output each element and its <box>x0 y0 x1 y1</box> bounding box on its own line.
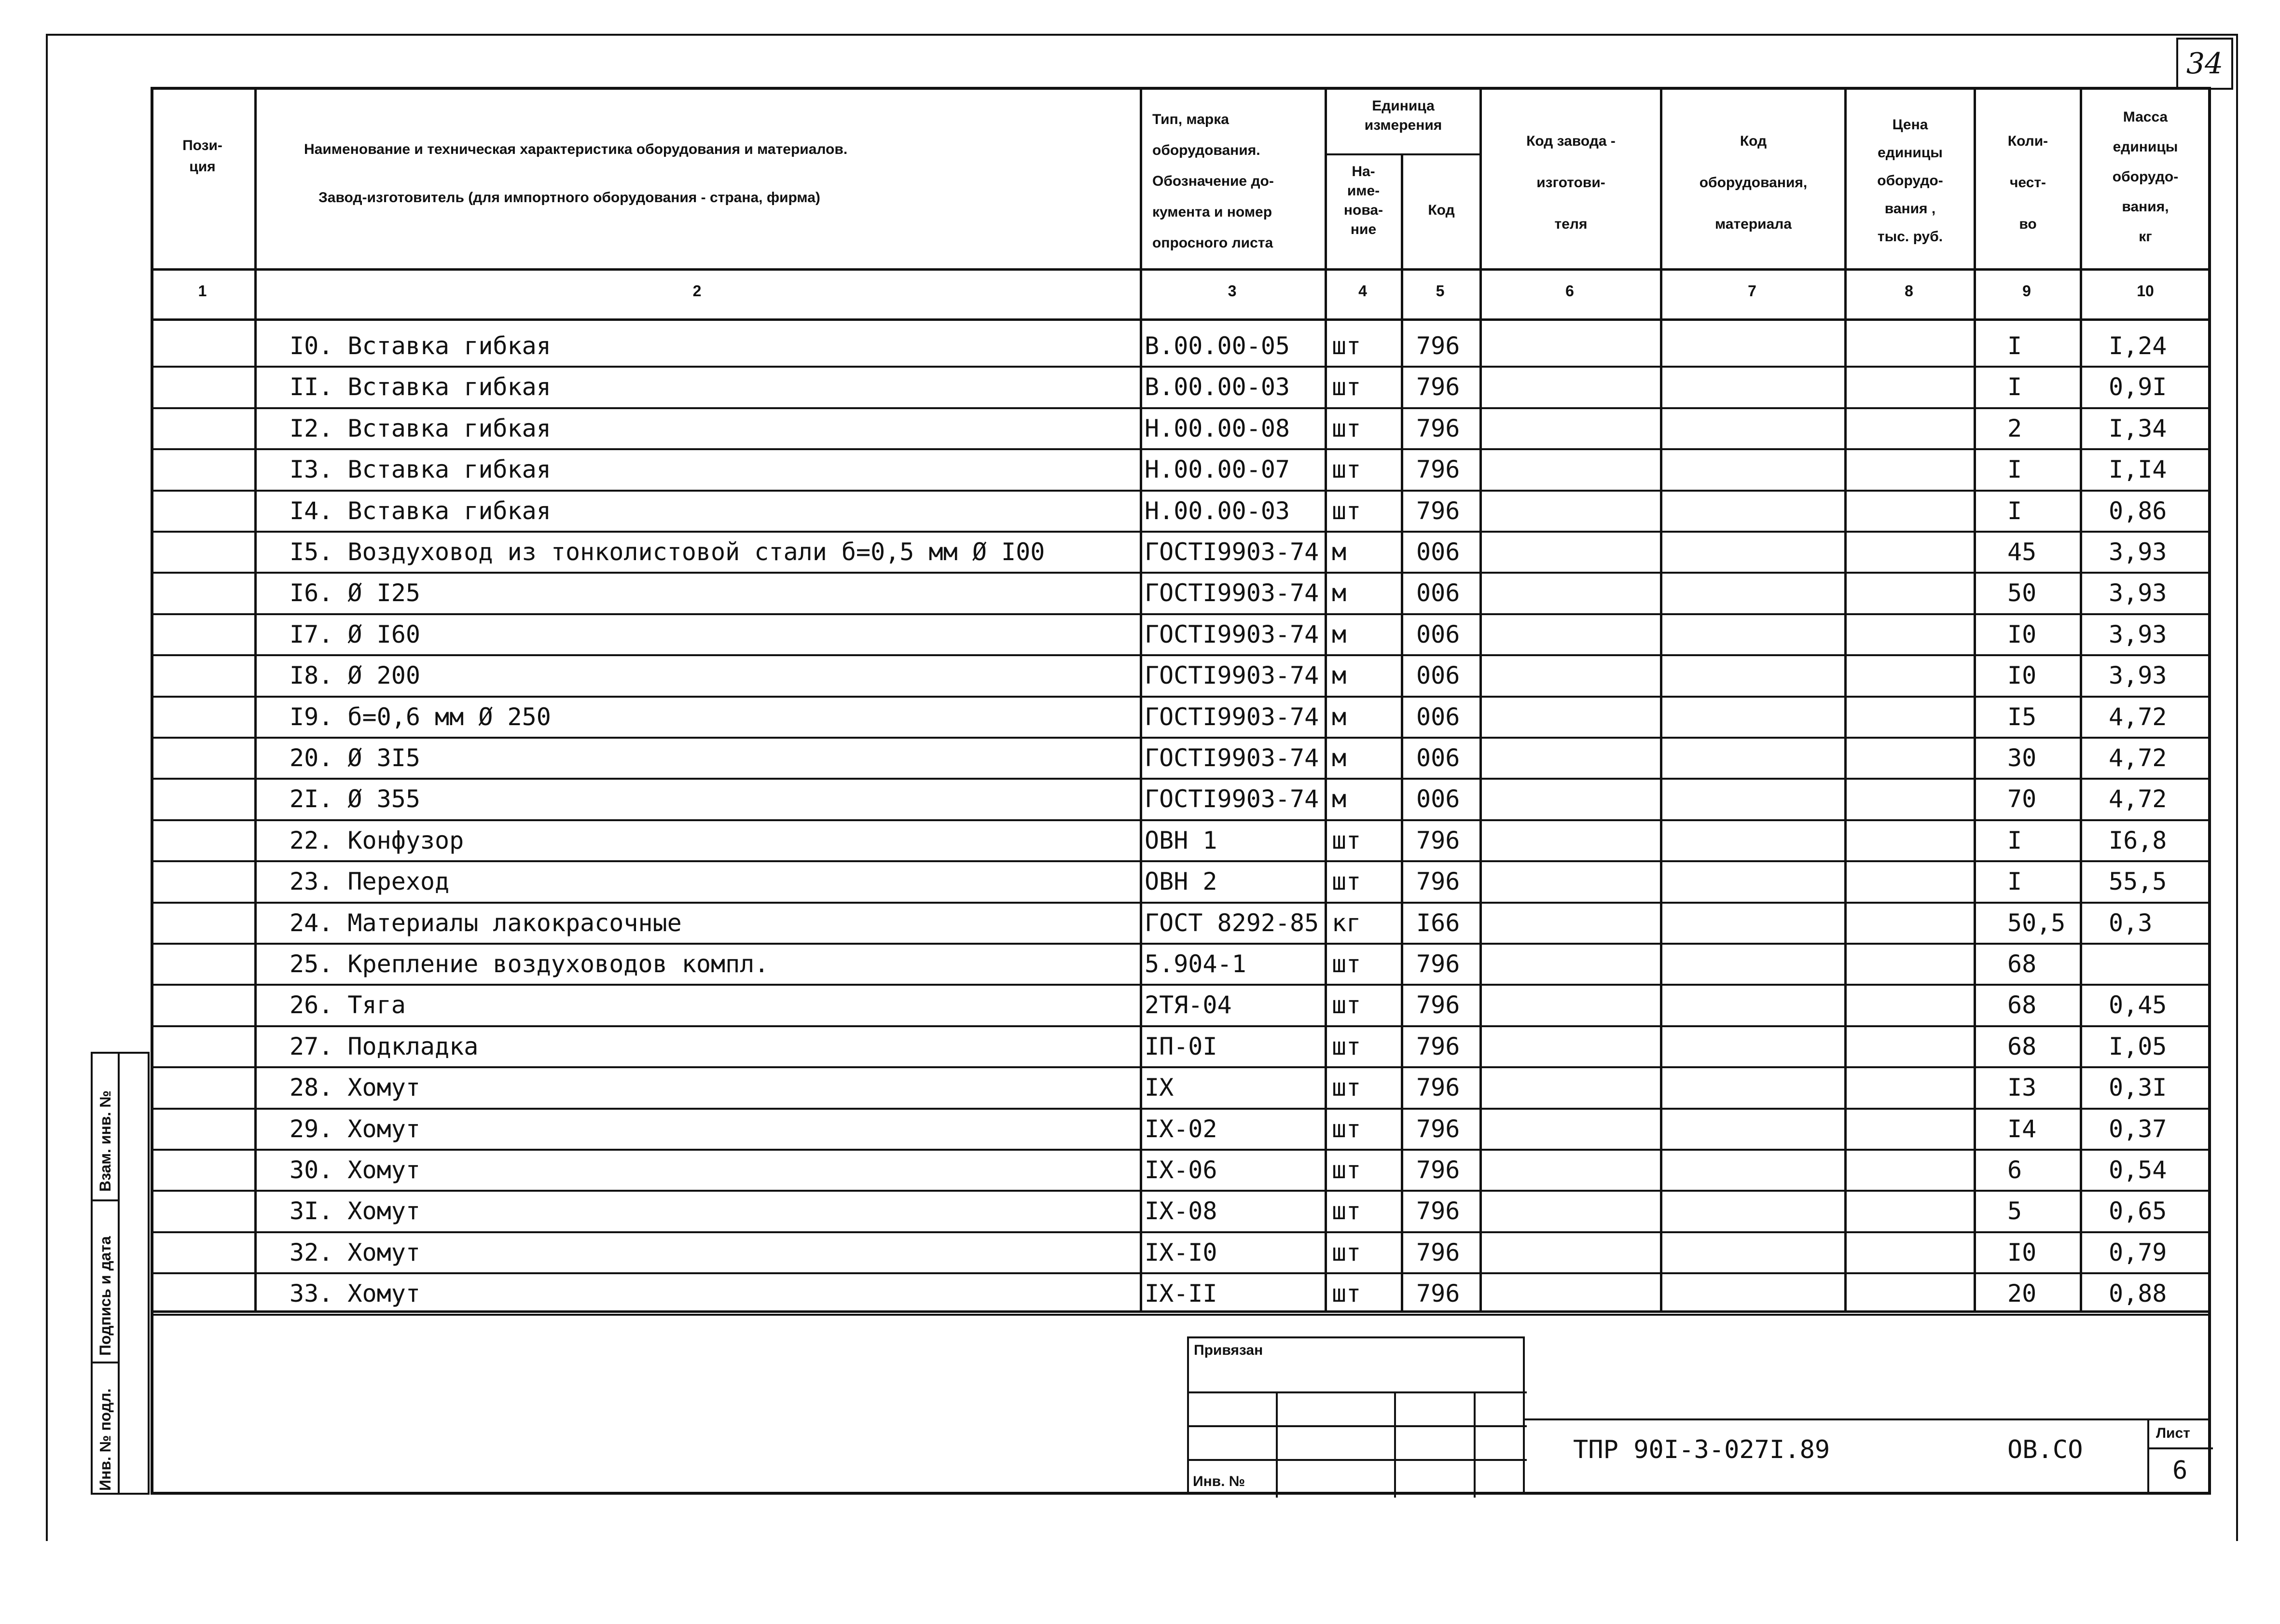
cell-name: 29. Хомут <box>290 1115 420 1143</box>
cell-doc: ГОСТI9903-74 <box>1145 744 1319 772</box>
cell-doc: 2ТЯ-04 <box>1145 991 1232 1019</box>
header-col8-l5: тыс. руб. <box>1877 229 1943 245</box>
header-col5: Код <box>1428 202 1455 218</box>
cell-unit: м <box>1332 785 1347 813</box>
cell-mass: 3,93 <box>2109 579 2167 607</box>
header-col4 <box>1326 162 1401 239</box>
header-col9-l3: во <box>2019 216 2037 232</box>
cell-qty: 20 <box>2007 1280 2037 1308</box>
header-col8 <box>1847 111 1974 251</box>
cell-mass: 0,88 <box>2109 1280 2167 1308</box>
colnum-4: 4 <box>1358 282 1367 300</box>
header-col1 <box>151 135 254 178</box>
colnum-bottom-line <box>151 318 2211 321</box>
header-col10-l5: кг <box>2139 229 2152 245</box>
header-col4-l1: На- <box>1352 164 1375 179</box>
title-block-line <box>1525 1418 2211 1420</box>
cell-qty: 50 <box>2007 579 2037 607</box>
side-label-inv-orig: Инв. № подл. <box>97 1388 114 1491</box>
cell-mass: 0,65 <box>2109 1197 2167 1225</box>
cell-mass: 4,72 <box>2109 785 2167 813</box>
cell-doc: Н.00.00-08 <box>1145 414 1290 442</box>
cell-doc: ГОСТI9903-74 <box>1145 579 1319 607</box>
header-col10-l2: единицы <box>2113 139 2178 155</box>
cell-code: 006 <box>1416 702 1460 731</box>
cell-unit: м <box>1332 620 1347 648</box>
header-col1-l1: Пози- <box>182 138 222 153</box>
cell-qty: 68 <box>2007 991 2037 1019</box>
cell-qty: 50,5 <box>2007 908 2066 937</box>
stamp-vline-3 <box>1474 1391 1476 1498</box>
cell-doc: ГОСТI9903-74 <box>1145 702 1319 731</box>
cell-code: 006 <box>1416 785 1460 813</box>
cell-qty: 70 <box>2007 785 2037 813</box>
sheet-value: 6 <box>2172 1456 2188 1485</box>
header-col7-l3: материала <box>1714 216 1792 232</box>
side-cell-blank <box>118 1052 150 1495</box>
cell-doc: ГОСТ 8292-85 <box>1145 908 1319 937</box>
cell-name: 3I. Хомут <box>290 1197 420 1225</box>
cell-code: 796 <box>1416 496 1460 525</box>
header-bottom-line <box>151 268 2211 271</box>
cell-doc: Н.00.00-07 <box>1145 455 1290 484</box>
cell-code: 796 <box>1416 332 1460 360</box>
cell-unit: м <box>1332 744 1347 772</box>
header-col3-l3: Обозначение до- <box>1152 173 1274 189</box>
cell-name: I6. Ø I25 <box>290 579 420 607</box>
col-line-3 <box>1325 87 1327 1312</box>
header-col9-l2: чест- <box>2009 175 2046 191</box>
cell-qty: 45 <box>2007 538 2037 566</box>
cell-qty: 68 <box>2007 950 2037 978</box>
cell-unit: шт <box>1332 950 1361 978</box>
cell-name: 23. Переход <box>290 867 450 896</box>
cell-unit: шт <box>1332 826 1361 854</box>
header-col8-l2: единицы <box>1878 145 1943 161</box>
cell-unit: шт <box>1332 1115 1361 1143</box>
cell-code: 796 <box>1416 826 1460 854</box>
colnum-8: 8 <box>1905 282 1913 300</box>
header-col8-l4: вания , <box>1884 201 1936 217</box>
cell-mass: 0,3I <box>2109 1073 2167 1102</box>
cell-qty: 6 <box>2007 1156 2022 1184</box>
cell-name: 2I. Ø 355 <box>290 785 420 813</box>
header-col7 <box>1662 121 1844 245</box>
cell-unit: шт <box>1332 1238 1361 1266</box>
header-col10 <box>2082 102 2209 252</box>
cell-unit: шт <box>1332 1156 1361 1184</box>
cell-name: I5. Воздуховод из тонколистовой стали б=0,5 мм Ø I00 <box>290 538 1045 566</box>
col-line-2 <box>1140 87 1142 1312</box>
cell-code: 006 <box>1416 579 1460 607</box>
cell-qty: I <box>2007 373 2022 401</box>
col-line-6 <box>1660 87 1662 1312</box>
cell-unit: шт <box>1332 1073 1361 1102</box>
cell-mass: 3,93 <box>2109 620 2167 648</box>
cell-code: 796 <box>1416 455 1460 484</box>
cell-mass: I,I4 <box>2109 455 2167 484</box>
header-col4-l3: нова- <box>1343 202 1383 218</box>
col-line-5 <box>1479 87 1482 1312</box>
cell-unit: шт <box>1332 867 1361 896</box>
cell-mass: I,34 <box>2109 414 2167 442</box>
header-col4-l4: ние <box>1350 221 1377 237</box>
cell-name: 20. Ø 3I5 <box>290 744 420 772</box>
cell-code: 796 <box>1416 991 1460 1019</box>
header-col10-l4: вания, <box>2122 199 2169 215</box>
header-col7-l2: оборудования, <box>1699 175 1808 191</box>
cell-doc: ГОСТI9903-74 <box>1145 785 1319 813</box>
cell-code: 796 <box>1416 1238 1460 1266</box>
header-col6-l2: изготови- <box>1536 175 1605 191</box>
cell-name: I4. Вставка гибкая <box>290 496 551 525</box>
cell-code: 006 <box>1416 538 1460 566</box>
privyazan-block <box>1187 1336 1525 1495</box>
cell-mass: I,05 <box>2109 1032 2167 1060</box>
cell-name: 25. Крепление воздуховодов компл. <box>290 950 769 978</box>
header-col1-l2: ция <box>189 159 216 175</box>
cell-doc: ГОСТI9903-74 <box>1145 620 1319 648</box>
cell-mass: 3,93 <box>2109 661 2167 690</box>
colnum-3: 3 <box>1228 282 1237 300</box>
stamp-line-1 <box>1189 1391 1527 1393</box>
header-col8-l3: оборудо- <box>1877 173 1943 189</box>
cell-qty: 2 <box>2007 414 2022 442</box>
cell-name: 24. Материалы лакокрасочные <box>290 908 682 937</box>
cell-code: 796 <box>1416 1280 1460 1308</box>
cell-doc: IХ-08 <box>1145 1197 1217 1225</box>
colnum-1: 1 <box>198 282 207 300</box>
cell-unit: м <box>1332 661 1347 690</box>
col-line-1 <box>254 87 257 1312</box>
header-col7-l1: Код <box>1740 133 1767 149</box>
cell-unit: м <box>1332 579 1347 607</box>
table-bottom-line <box>151 1310 2211 1313</box>
cell-doc: IХ-I0 <box>1145 1238 1217 1266</box>
cell-mass: 4,72 <box>2109 744 2167 772</box>
header-col2-l1: Наименование и техническая характеристика оборудования и материалов. <box>304 141 848 157</box>
header-col2 <box>261 125 984 222</box>
cell-unit: шт <box>1332 455 1361 484</box>
sheet-number: 34 <box>2176 38 2233 90</box>
side-stamp <box>91 1052 150 1495</box>
sheet-label: Лист <box>2156 1425 2190 1441</box>
colnum-6: 6 <box>1565 282 1574 300</box>
cell-code: 796 <box>1416 950 1460 978</box>
cell-unit: шт <box>1332 496 1361 525</box>
cell-unit: шт <box>1332 1197 1361 1225</box>
cell-code: I66 <box>1416 908 1460 937</box>
privyazan-label: Привязан <box>1194 1342 1263 1358</box>
cell-doc: ГОСТI9903-74 <box>1145 661 1319 690</box>
cell-mass: 0,86 <box>2109 496 2167 525</box>
cell-doc: IХ-06 <box>1145 1156 1217 1184</box>
cell-name: I7. Ø I60 <box>290 620 420 648</box>
cell-code: 796 <box>1416 867 1460 896</box>
cell-mass: 3,93 <box>2109 538 2167 566</box>
col-line-9 <box>2080 87 2082 1312</box>
header-col2-l2: Завод-изготовитель (для импортного оборудования - страна, фирма) <box>318 190 820 206</box>
cell-mass: I,24 <box>2109 332 2167 360</box>
cell-doc: В.00.00-03 <box>1145 373 1290 401</box>
cell-name: I2. Вставка гибкая <box>290 414 551 442</box>
stamp-vline-1 <box>1276 1391 1278 1498</box>
stamp-line-3 <box>1189 1459 1527 1461</box>
header-col10-l1: Масса <box>2123 109 2168 125</box>
header-col8-l1: Цена <box>1892 117 1928 133</box>
cell-mass: 0,54 <box>2109 1156 2167 1184</box>
cell-doc: IХ-02 <box>1145 1115 1217 1143</box>
cell-doc: Н.00.00-03 <box>1145 496 1290 525</box>
stamp-vline-2 <box>1394 1391 1396 1498</box>
cell-qty: I4 <box>2007 1115 2037 1143</box>
colnum-5: 5 <box>1436 282 1445 300</box>
side-label-sign-date: Подпись и дата <box>97 1236 114 1356</box>
header-col3-l5: опросного листа <box>1152 235 1273 251</box>
document-mark: ОВ.СО <box>2007 1435 2083 1464</box>
cell-name: 26. Тяга <box>290 991 406 1019</box>
header-col3-l2: оборудования. <box>1152 142 1260 158</box>
cell-code: 796 <box>1416 1197 1460 1225</box>
cell-doc: ГОСТI9903-74 <box>1145 538 1319 566</box>
cell-qty: I <box>2007 867 2022 896</box>
header-col3-l4: кумента и номер <box>1152 204 1272 220</box>
header-col6 <box>1482 121 1660 245</box>
cell-doc: IХ-II <box>1145 1280 1217 1308</box>
cell-doc: ОВН 2 <box>1145 867 1217 896</box>
cell-name: 22. Конфузор <box>290 826 464 854</box>
colnum-7: 7 <box>1748 282 1756 300</box>
cell-code: 006 <box>1416 744 1460 772</box>
col-line-7 <box>1844 87 1847 1312</box>
cell-qty: I0 <box>2007 661 2037 690</box>
cell-qty: I0 <box>2007 1238 2037 1266</box>
colnum-10: 10 <box>2137 282 2154 300</box>
row-line <box>151 1066 2211 1068</box>
cell-name: 32. Хомут <box>290 1238 420 1266</box>
cell-name: II. Вставка гибкая <box>290 373 551 401</box>
unit-group-line <box>1325 153 1482 155</box>
cell-qty: I <box>2007 332 2022 360</box>
cell-unit: шт <box>1332 1280 1361 1308</box>
cell-mass: 0,3 <box>2109 908 2153 937</box>
cell-doc: ОВН 1 <box>1145 826 1217 854</box>
cell-qty: I3 <box>2007 1073 2037 1102</box>
cell-name: I0. Вставка гибкая <box>290 332 551 360</box>
stamp-line-2 <box>1189 1425 1527 1427</box>
cell-unit: шт <box>1332 1032 1361 1060</box>
cell-qty: I <box>2007 826 2022 854</box>
header-col3 <box>1143 104 1324 259</box>
cell-code: 006 <box>1416 661 1460 690</box>
colnum-9: 9 <box>2022 282 2031 300</box>
cell-unit: шт <box>1332 414 1361 442</box>
cell-unit: кг <box>1332 908 1361 937</box>
cell-unit: м <box>1332 538 1347 566</box>
cell-qty: 30 <box>2007 744 2037 772</box>
header-col4-l2: име- <box>1347 183 1380 199</box>
colnum-2: 2 <box>692 282 702 300</box>
side-label-inv-repl: Взам. инв. № <box>97 1090 114 1192</box>
cell-unit: шт <box>1332 332 1361 360</box>
cell-name: 27. Подкладка <box>290 1032 479 1060</box>
cell-doc: IХ <box>1145 1073 1174 1102</box>
cell-doc: 5.904-1 <box>1145 950 1246 978</box>
cell-code: 796 <box>1416 1073 1460 1102</box>
header-col10-l3: оборудо- <box>2112 169 2179 185</box>
cell-qty: I <box>2007 455 2022 484</box>
cell-code: 006 <box>1416 620 1460 648</box>
header-units-group <box>1327 96 1479 135</box>
cell-mass: 0,45 <box>2109 991 2167 1019</box>
cell-name: 30. Хомут <box>290 1156 420 1184</box>
header-units-l1: Единица <box>1372 98 1435 114</box>
cell-unit: шт <box>1332 373 1361 401</box>
header-col3-l1: Тип, марка <box>1152 111 1229 127</box>
stamp-inv-no: Инв. № <box>1193 1473 1245 1489</box>
cell-code: 796 <box>1416 1032 1460 1060</box>
cell-mass: 0,79 <box>2109 1238 2167 1266</box>
header-col6-l1: Код завода - <box>1526 133 1616 149</box>
cell-code: 796 <box>1416 414 1460 442</box>
cell-code: 796 <box>1416 1156 1460 1184</box>
col-line-4 <box>1401 154 1403 1312</box>
sheet-box-line <box>2149 1447 2213 1449</box>
cell-qty: I <box>2007 496 2022 525</box>
cell-unit: м <box>1332 702 1347 731</box>
cell-mass: 0,37 <box>2109 1115 2167 1143</box>
header-col9-l1: Коли- <box>2007 133 2048 149</box>
cell-qty: 5 <box>2007 1197 2022 1225</box>
cell-name: I3. Вставка гибкая <box>290 455 551 484</box>
cell-name: I8. Ø 200 <box>290 661 420 690</box>
cell-qty: I0 <box>2007 620 2037 648</box>
sheet-box <box>2147 1418 2211 1495</box>
cell-qty: I5 <box>2007 702 2037 731</box>
row-line <box>151 1314 2211 1316</box>
cell-code: 796 <box>1416 373 1460 401</box>
cell-mass: 4,72 <box>2109 702 2167 731</box>
header-col6-l3: теля <box>1554 216 1588 232</box>
cell-name: 33. Хомут <box>290 1280 420 1308</box>
document-code: ТПР 90I-3-027I.89 <box>1573 1435 1830 1464</box>
header-col9 <box>1976 121 2080 245</box>
cell-doc: В.00.00-05 <box>1145 332 1290 360</box>
col-line-8 <box>1974 87 1976 1312</box>
cell-mass: 0,9I <box>2109 373 2167 401</box>
cell-code: 796 <box>1416 1115 1460 1143</box>
cell-qty: 68 <box>2007 1032 2037 1060</box>
cell-mass: 55,5 <box>2109 867 2167 896</box>
cell-unit: шт <box>1332 991 1361 1019</box>
cell-doc: IП-0I <box>1145 1032 1217 1060</box>
cell-mass: I6,8 <box>2109 826 2167 854</box>
cell-name: 28. Хомут <box>290 1073 420 1102</box>
header-units-l2: измерения <box>1364 117 1442 133</box>
cell-name: I9. б=0,6 мм Ø 250 <box>290 702 551 731</box>
